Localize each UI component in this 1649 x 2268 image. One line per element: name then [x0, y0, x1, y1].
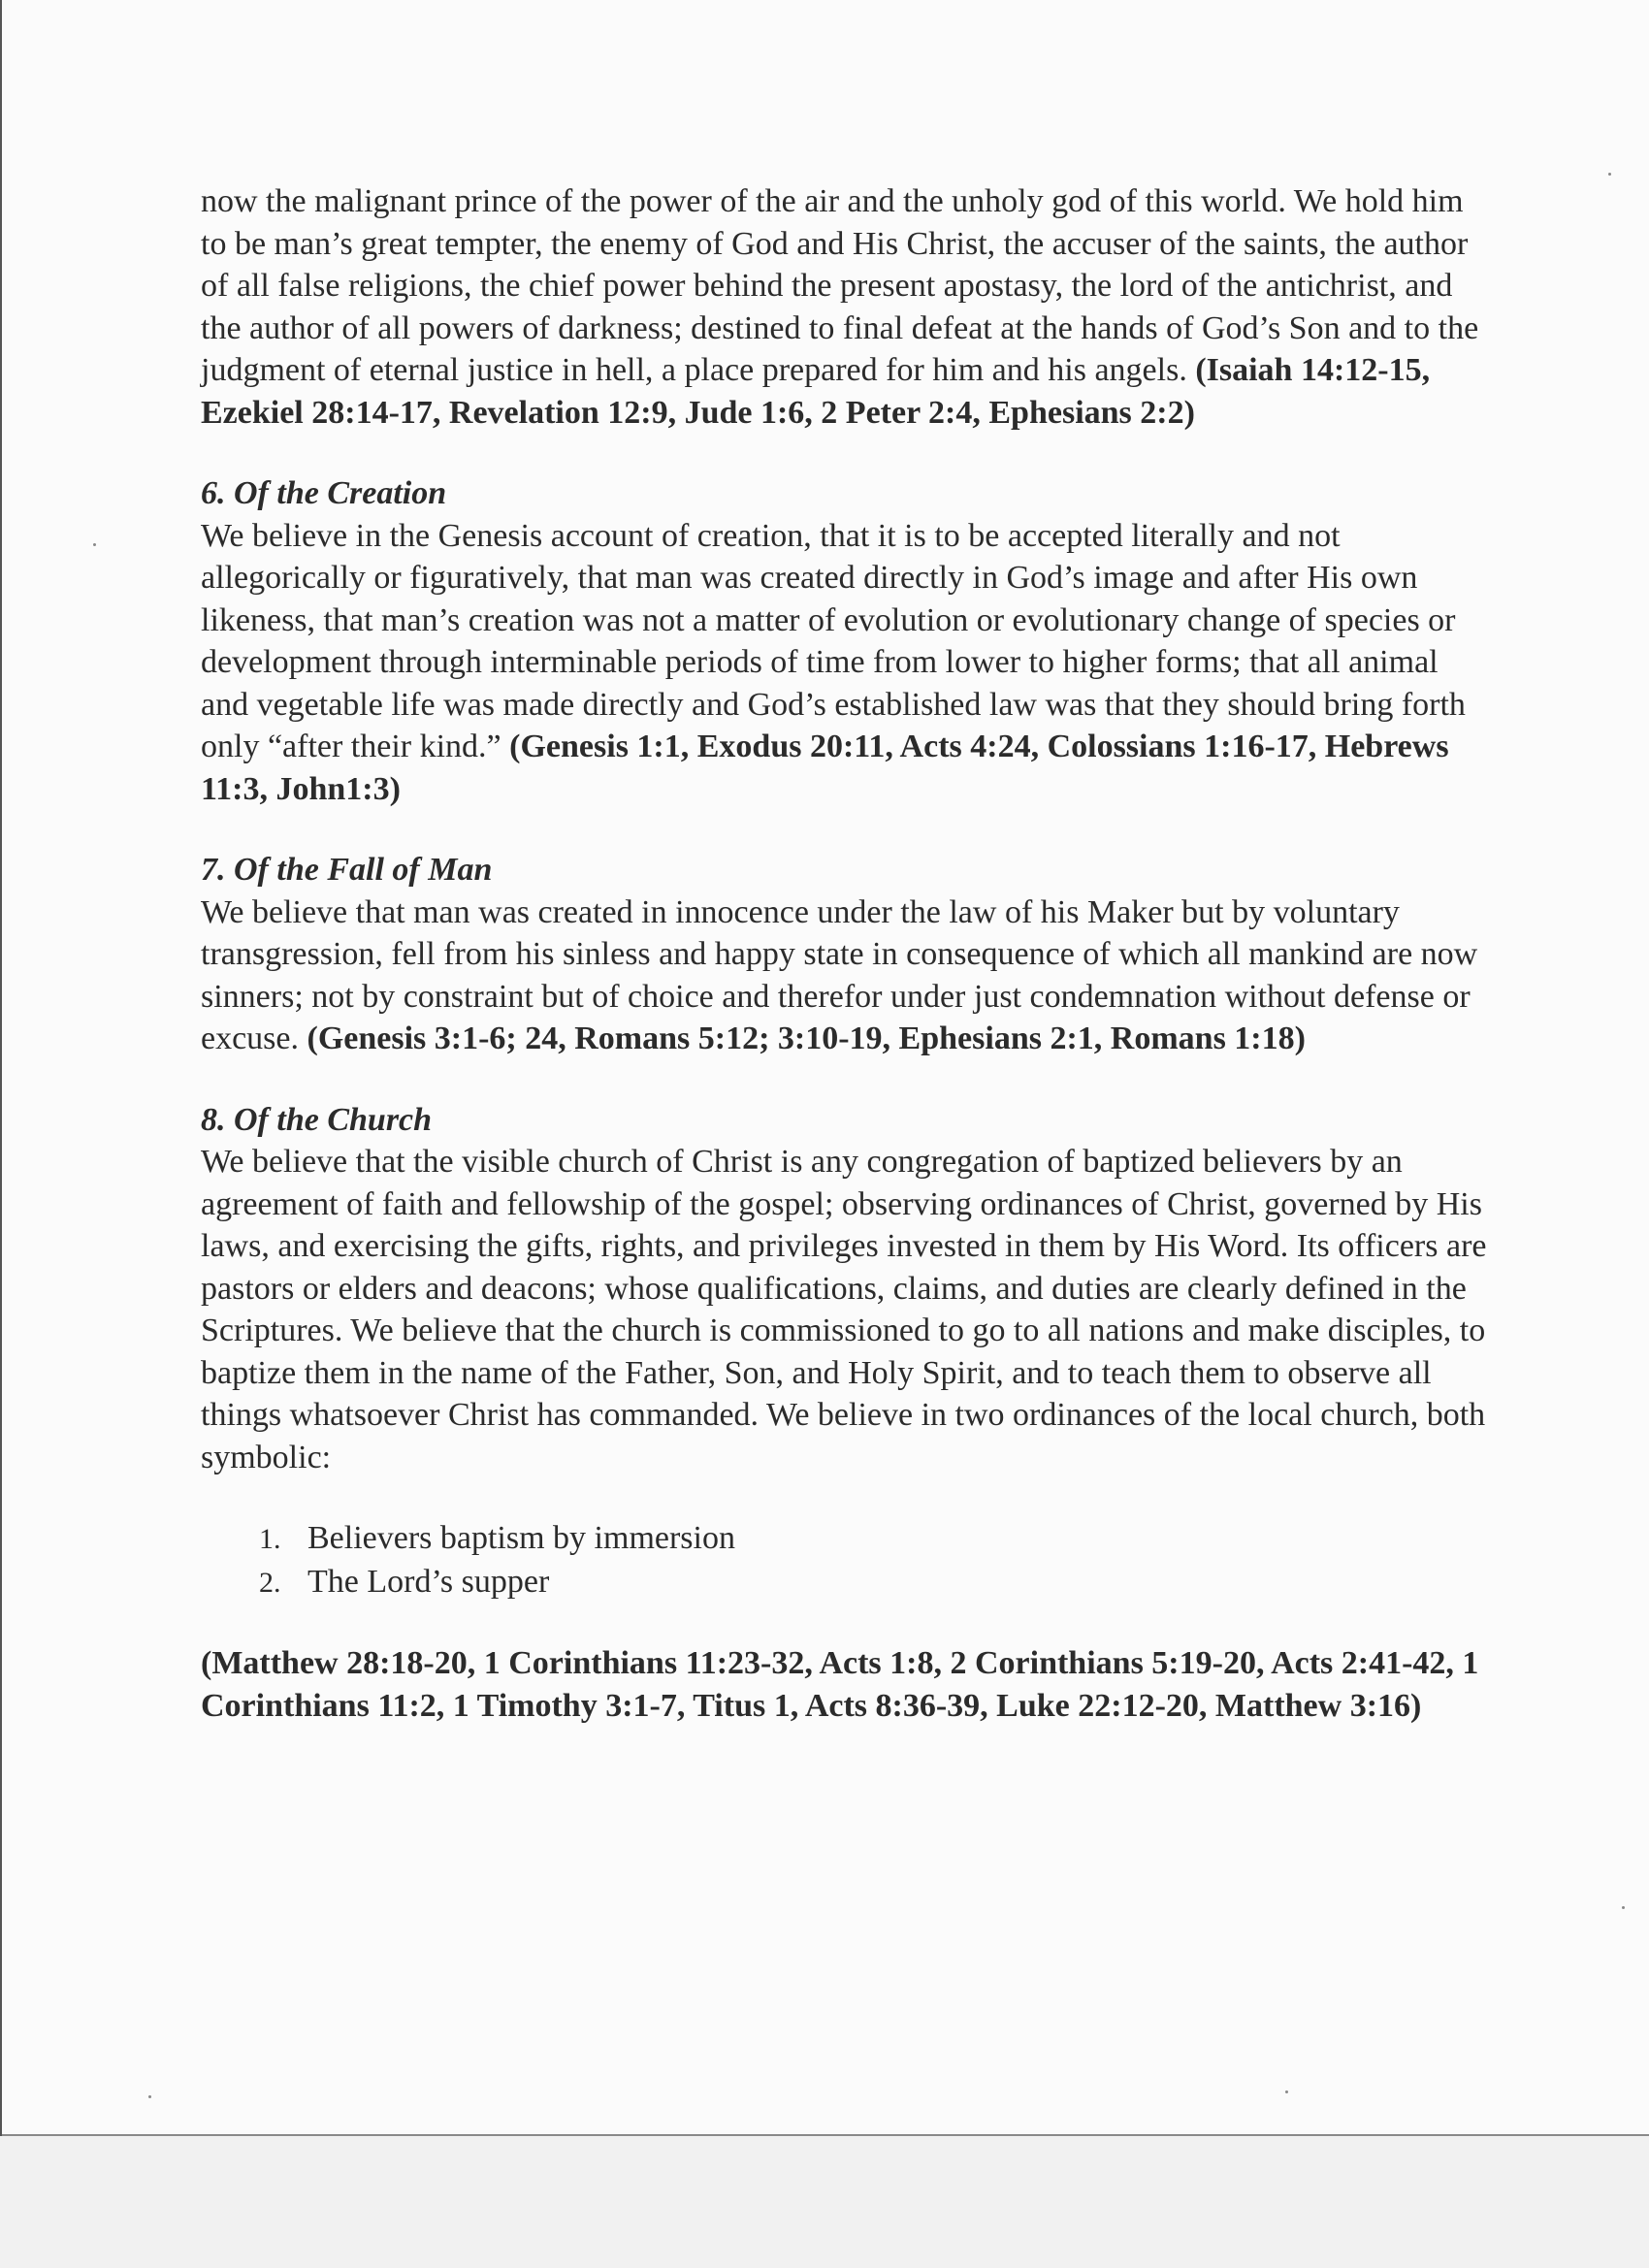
intro-paragraph [201, 180, 1491, 434]
scan-speck [93, 543, 96, 546]
section-heading: 8. Of the Church [201, 1101, 433, 1138]
section-heading: 6. Of the Creation [201, 475, 447, 511]
document-body [201, 180, 1491, 1727]
list-label: The Lord’s supper [307, 1563, 550, 1600]
intro-references: (Isaiah 14:12-15, Ezekiel 28:14-17, Revelation 12:9, Jude 1:6, 2 Peter 2:4, Ephesians 2:2) [201, 352, 1431, 431]
section-heading: 7. Of the Fall of Man [201, 852, 493, 888]
section-references: (Genesis 3:1-6; 24, Romans 5:12; 3:10-19, Ephesians 2:1, Romans 1:18) [307, 1021, 1306, 1056]
scan-edge [0, 0, 2, 2268]
scan-speck [148, 2095, 151, 2098]
section-references: (Genesis 1:1, Exodus 20:11, Acts 4:24, Colossians 1:16-17, Hebrews 11:3, John1:3) [201, 729, 1449, 807]
scan-speck [1608, 173, 1611, 176]
scan-speck [1285, 2090, 1288, 2093]
scan-speck [1622, 1906, 1625, 1909]
list-item [259, 1517, 1491, 1561]
section-fall-of-man [201, 849, 1491, 1060]
section-paragraph [201, 515, 1491, 811]
ordinance-list [201, 1517, 1491, 1604]
section-church [201, 1099, 1491, 1728]
list-number: 2. [259, 1566, 281, 1599]
section-text: We believe in the Genesis account of creation, that it is to be accepted literally and not allegorically or figuratively, that man was created directly in God’s image and after His own likeness, that man’s creation was not a matter of evolution or evolutionary change of species or development through interminable periods of time from lower to higher forms; that all animal and vegetable life was made directly and God’s established law was that they should bring forth only “after their kind.” [201, 517, 1466, 764]
list-label: Believers baptism by immersion [307, 1520, 735, 1556]
church-references: (Matthew 28:18-20, 1 Corinthians 11:23-32, Acts 1:8, 2 Corinthians 5:19-20, Acts 2:41-42, 1 Corinthians 11:2, 1 Timothy 3:1-7, Titus 1, Acts 8:36-39, Luke 22:12-20, Matthew 3:16) [201, 1645, 1479, 1724]
list-item [259, 1561, 1491, 1604]
section-creation [201, 472, 1491, 810]
section-text: We believe that the visible church of Christ is any congregation of baptized believers by an agreement of faith and fellowship of the gospel; observing ordinances of Christ, governed by His laws, and exercising the gifts, rights, and privileges invested in them by His Word. Its officers are pastors or elders and deacons; whose qualifications, claims, and duties are clearly defined in the Scriptures. We believe that the church is commissioned to go to all nations and make disciples, to baptize them in the name of the Father, Son, and Holy Spirit, and to teach them to observe all things whatsoever Christ has commanded. We believe in two ordinances of the local church, both symbolic: [201, 1144, 1487, 1475]
section-paragraph [201, 1141, 1491, 1478]
intro-text: now the malignant prince of the power of the air and the unholy god of this world. We hold him to be man’s great tempter, the enemy of God and His Christ, the accuser of the saints, the author of all false religions, the chief power behind the present apostasy, the lord of the antichrist, and the author of all powers of darkness; destined to final defeat at the hands of God’s Son and to the judgment of eternal justice in hell, a place prepared for him and his angels. [201, 183, 1479, 388]
section-paragraph [201, 891, 1491, 1060]
section-text: We believe that man was created in innocence under the law of his Maker but by voluntary transgression, fell from his sinless and happy state in consequence of which all mankind are now sinners; not by constraint but of choice and therefor under just condemnation without defense or excuse. [201, 893, 1478, 1056]
scan-margin [0, 2136, 1649, 2268]
list-number: 1. [259, 1523, 281, 1555]
